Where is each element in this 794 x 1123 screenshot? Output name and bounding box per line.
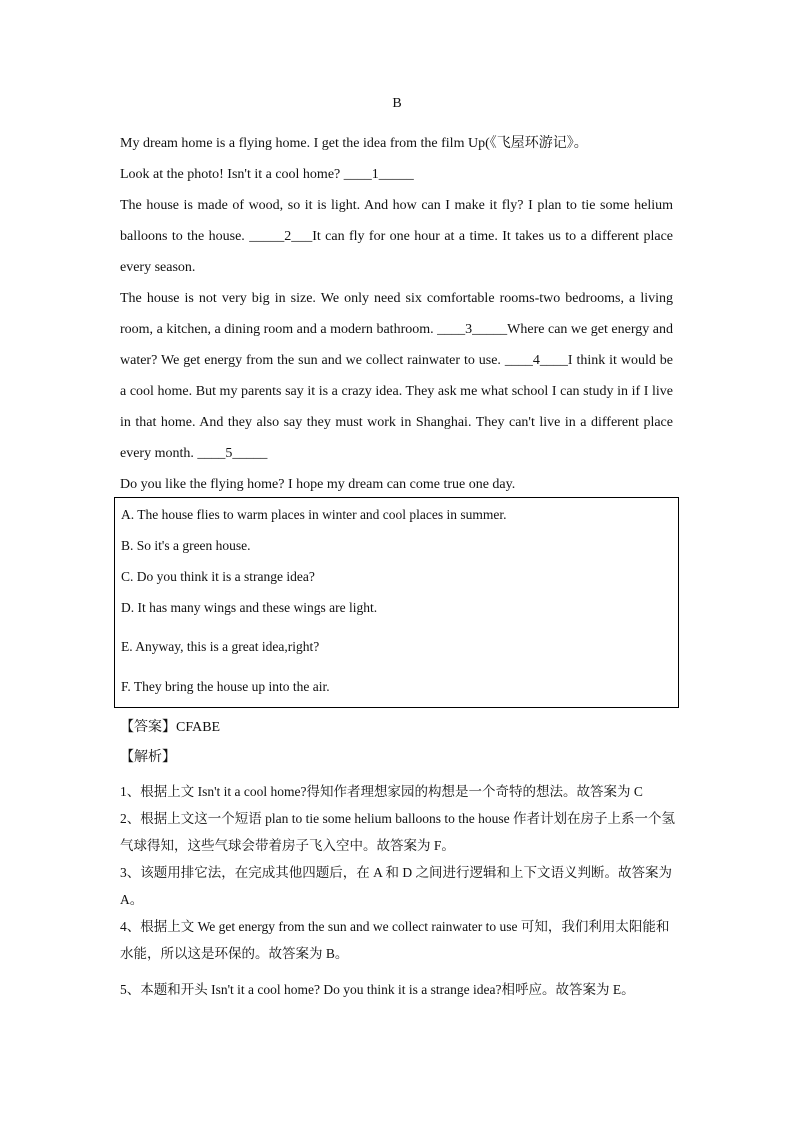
option-d: D. It has many wings and these wings are light. (121, 600, 378, 615)
option-e: E. Anyway, this is a great idea,right? (121, 639, 320, 654)
passage-paragraph-2: Look at the photo! Isn't it a cool home? ____1_____ (120, 167, 414, 182)
option-c: C. Do you think it is a strange idea? (121, 569, 315, 584)
analysis-item-2: 2、根据上文这一个短语 plan to tie some helium balloons to the house 作者计划在房子上系一个氢气球得知，这些气球会带着房子飞入空中。故答案为 F。 (120, 811, 675, 853)
analysis-item-5: 5、本题和开头 Isn't it a cool home? Do you think it is a strange idea?相呼应。故答案为 E。 (120, 982, 635, 997)
answer-key: 【答案】CFABE (120, 720, 221, 735)
passage-paragraph-4: The house is not very big in size. We only need six comfortable rooms-two bedrooms, a living room, a kitchen, a dining room and a modern bathroom. ____3_____Where can we get energy and water? We get energy from the sun and we collect rainwater to use. ____4____I think it would be a cool home. But my parents say it is a crazy idea. They ask me what school I can study in if I live in that home. And they also say they must work in Shanghai. They can't live in a different place every month. ____5_____ (120, 291, 673, 461)
section-letter: B (392, 96, 402, 111)
option-a: A. The house flies to warm places in winter and cool places in summer. (121, 507, 507, 522)
passage-paragraph-3: The house is made of wood, so it is light. And how can I make it fly? I plan to tie some helium balloons to the house. _____2___It can fly for one hour at a time. It takes us to a different place every season. (120, 198, 673, 275)
analysis-item-4: 4、根据上文 We get energy from the sun and we collect rainwater to use 可知，我们利用太阳能和水能，所以这是环保的。故答案为 B。 (120, 919, 670, 961)
analysis-item-3: 3、该题用排它法，在完成其他四题后，在 A 和 D 之间进行逻辑和上下文语义判断。故答案为 A。 (120, 865, 673, 907)
option-b: B. So it's a green house. (121, 538, 251, 553)
passage-paragraph-1: My dream home is a flying home. I get the idea from the film Up(《飞屋环游记》。 (120, 136, 588, 151)
analysis-title: 【解析】 (120, 750, 176, 765)
reading-passage (120, 128, 673, 500)
options-box (114, 497, 679, 708)
analysis-item-1: 1、根据上文 Isn't it a cool home?得知作者理想家园的构想是一个奇特的想法。故答案为 C (120, 784, 643, 799)
passage-paragraph-5: Do you like the flying home? I hope my dream can come true one day. (120, 477, 516, 492)
option-f: F. They bring the house up into the air. (121, 679, 330, 694)
